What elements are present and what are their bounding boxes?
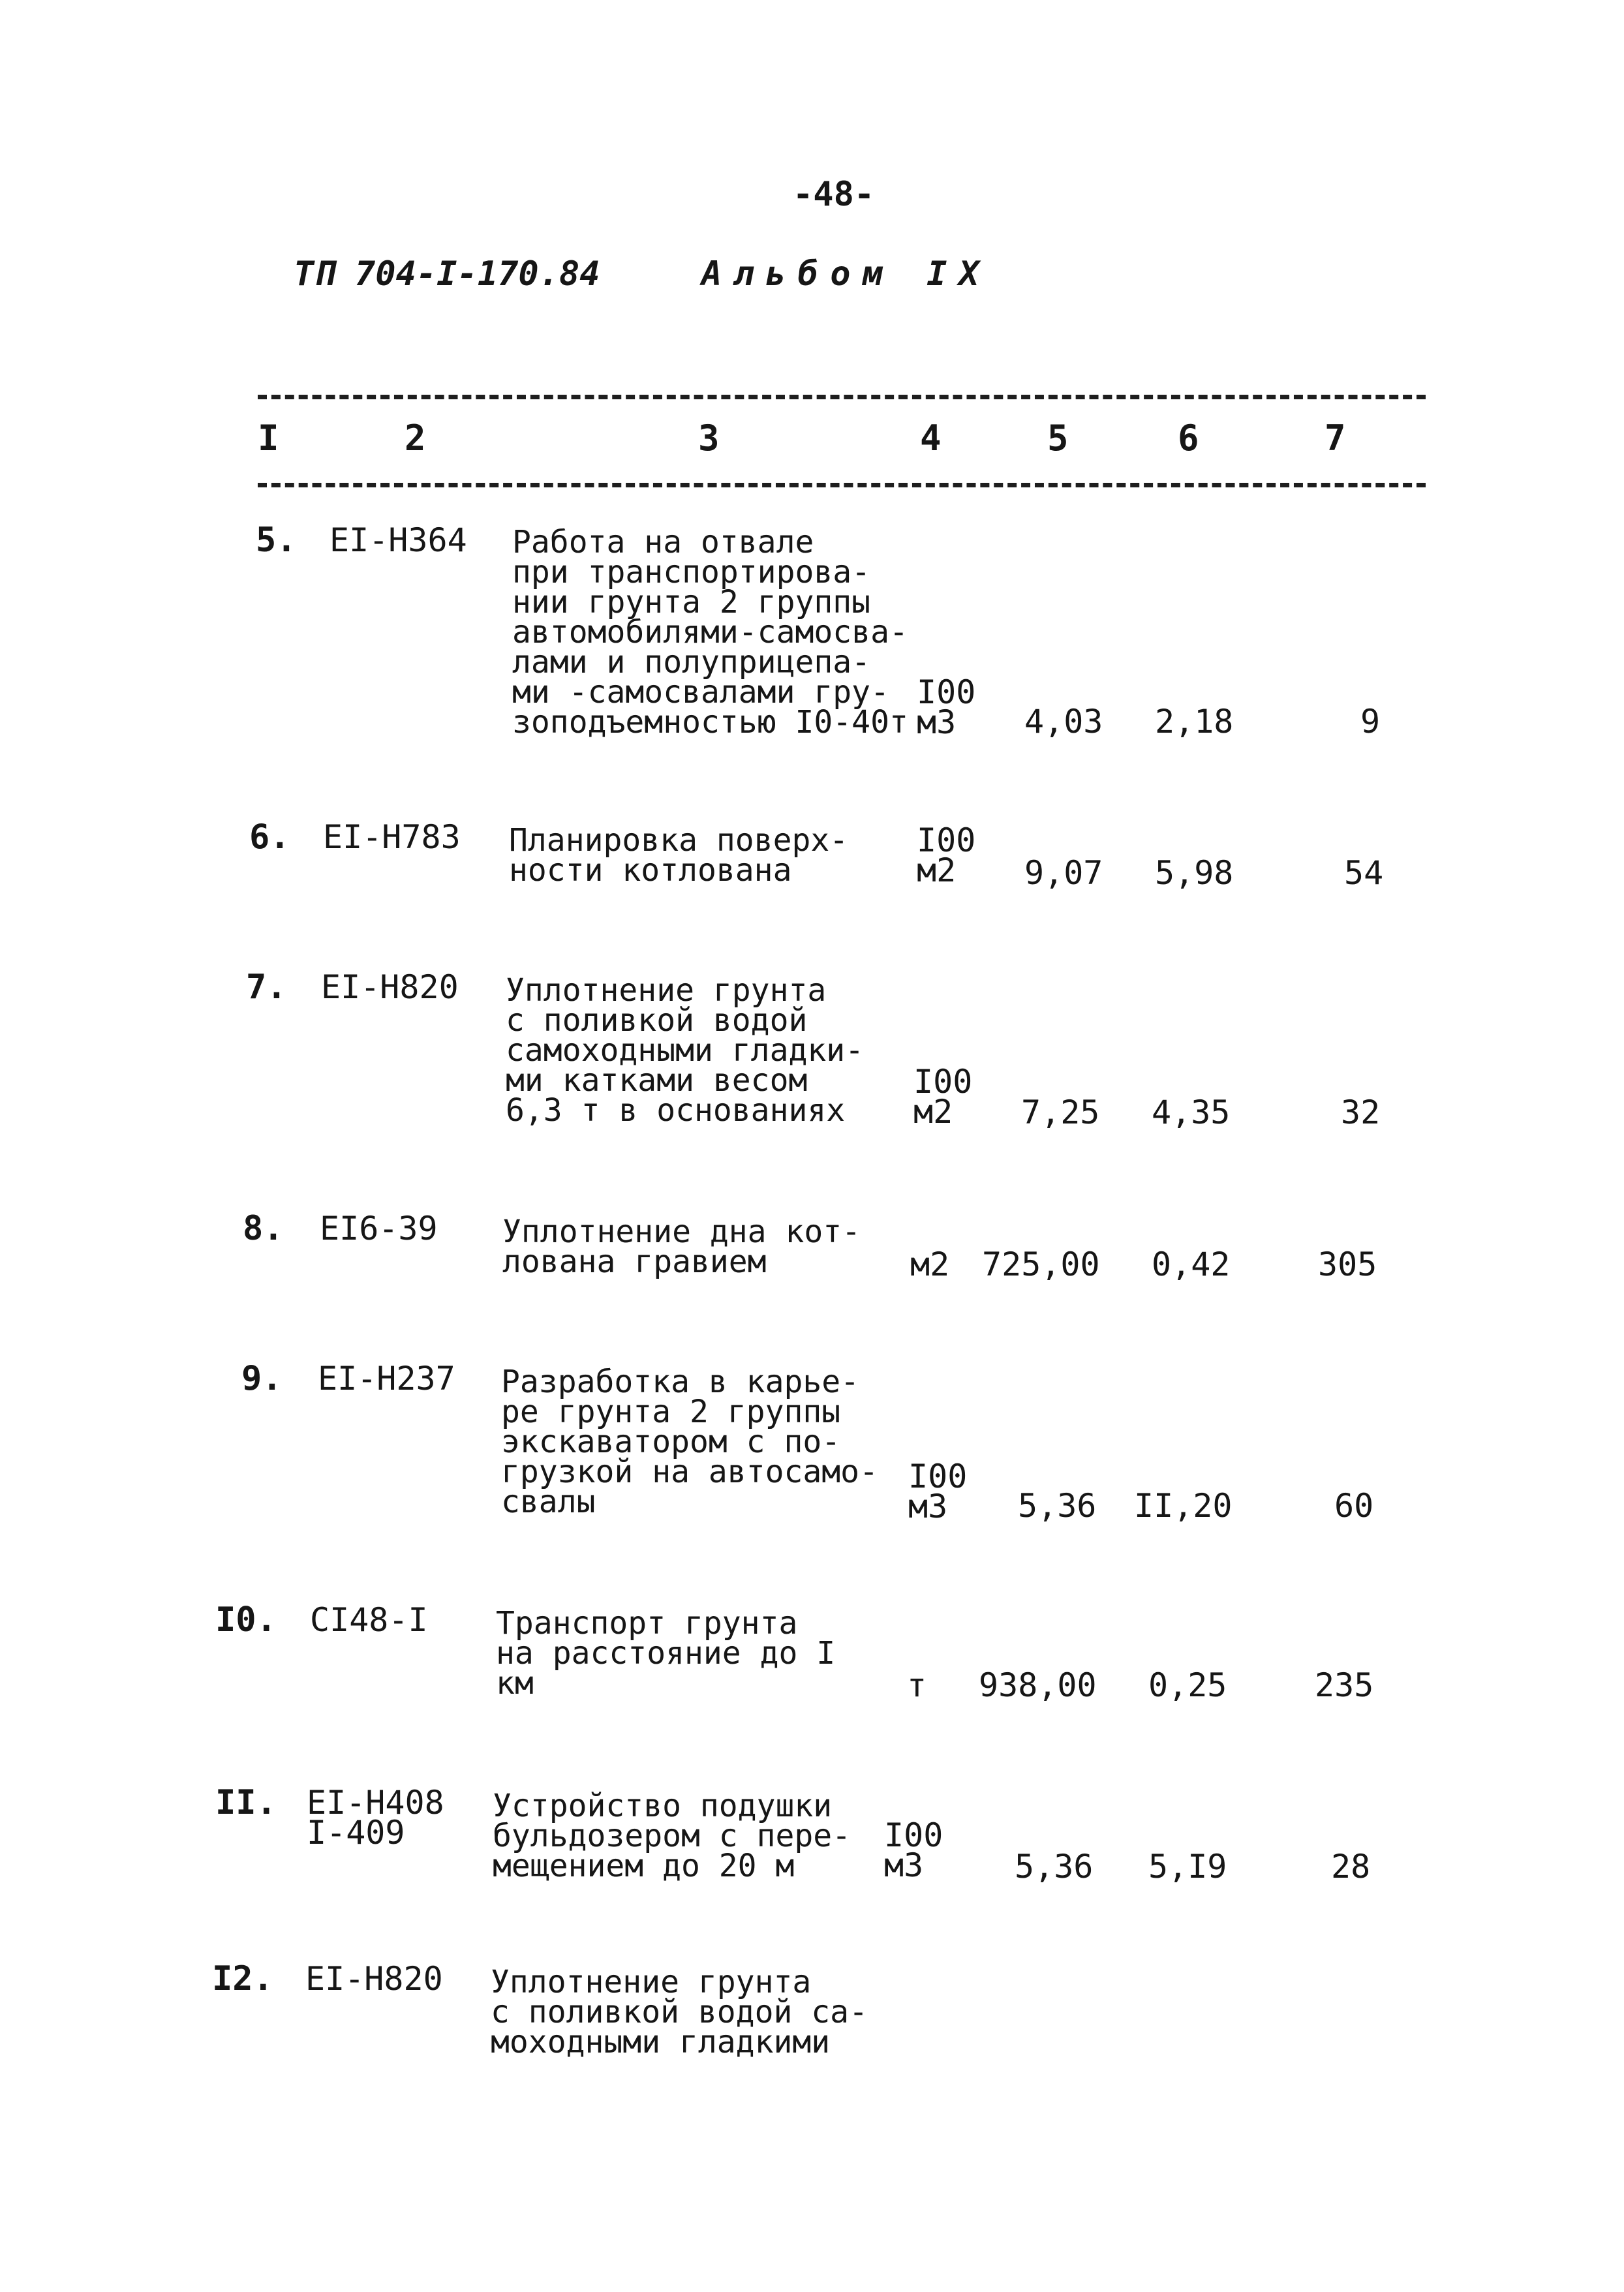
row-col5: 5,36: [1015, 1848, 1094, 1886]
row-col5: 5,36: [1018, 1487, 1097, 1525]
row-col6: II,20: [1134, 1487, 1233, 1525]
row-unit: I00 м3: [884, 1816, 943, 1884]
row-description: Транспорт грунта на расстояние до I км: [496, 1605, 836, 1702]
row-col6: 5,I9: [1148, 1848, 1227, 1886]
row-number: 7.: [246, 968, 287, 1007]
page-number: -48-: [793, 175, 875, 214]
row-col7: 54: [1344, 854, 1384, 892]
row-col5: 4,03: [1024, 703, 1103, 741]
row-code: EI-H364: [329, 521, 467, 559]
row-description: Разработка в карье- ре грунта 2 группы экскаватором с по- грузкой на автосамо- свалы: [501, 1364, 878, 1520]
row-description: Работа на отвале при транспортирова- нии грунта 2 группы автомобилями-самосва- лами и полуприцепа- ми -самосвалами гру- зоподъемностью I0-40т: [512, 524, 908, 741]
row-col7: 32: [1341, 1093, 1381, 1131]
row-code: EI-H820: [321, 968, 459, 1006]
column-header-6: 6: [1178, 418, 1199, 459]
row-col6: 2,18: [1155, 703, 1234, 741]
row-col7: 305: [1318, 1245, 1377, 1283]
row-col6: 5,98: [1155, 854, 1234, 892]
header-rule-bottom: [258, 483, 1426, 487]
row-number: 6.: [249, 817, 290, 857]
row-description: Уплотнение грунта с поливкой водой са- моходными гладкими: [491, 1964, 868, 2060]
column-header-2: 2: [405, 418, 426, 459]
row-number: 5.: [256, 521, 297, 560]
column-header-3: 3: [698, 418, 720, 459]
row-col5: 725,00: [982, 1245, 1100, 1283]
document-code: ТП 704-I-170.84: [294, 254, 600, 294]
row-number: I0.: [215, 1600, 277, 1640]
row-description: Планировка поверх- ности котлована: [509, 822, 849, 889]
row-code: EI-H783: [323, 818, 461, 856]
header-rule-top: [258, 395, 1426, 399]
row-unit: I00 м3: [908, 1458, 968, 1525]
row-number: I2.: [212, 1959, 273, 1998]
row-unit: I00 м3: [917, 673, 976, 741]
row-unit: т: [907, 1666, 927, 1704]
row-col7: 60: [1334, 1487, 1374, 1525]
row-code: CI48-I: [310, 1601, 428, 1639]
row-description: Уплотнение грунта с поливкой водой самоходными гладки- ми катками весом 6,3 т в основаниях: [506, 972, 865, 1129]
column-header-1: I: [258, 418, 279, 459]
column-header-7: 7: [1325, 418, 1346, 459]
row-code: EI6-39: [320, 1210, 438, 1247]
row-code: EI-H408 I-409: [307, 1784, 444, 1852]
row-code: EI-H820: [305, 1960, 443, 1998]
row-col7: 9: [1360, 703, 1381, 741]
row-col5: 938,00: [979, 1666, 1097, 1704]
row-col6: 0,25: [1148, 1666, 1227, 1704]
row-description: Устройство подушки бульдозером с пере- мещением до 20 м: [493, 1788, 851, 1884]
column-header-5: 5: [1047, 418, 1069, 459]
row-number: 9.: [241, 1359, 283, 1398]
row-unit: I00 м2: [917, 821, 976, 889]
row-col7: 28: [1331, 1848, 1371, 1886]
row-col6: 0,42: [1152, 1245, 1231, 1283]
row-col6: 4,35: [1152, 1093, 1231, 1131]
column-header-4: 4: [920, 418, 942, 459]
row-number: II.: [215, 1783, 277, 1822]
row-col5: 9,07: [1024, 854, 1103, 892]
row-number: 8.: [243, 1209, 284, 1248]
row-col5: 7,25: [1021, 1093, 1100, 1131]
album-label: Альбом IX: [701, 254, 991, 294]
row-col7: 235: [1315, 1666, 1374, 1704]
row-description: Уплотнение дна кот- лована гравием: [502, 1214, 861, 1280]
row-unit: м2: [910, 1245, 950, 1283]
row-unit: I00 м2: [913, 1063, 973, 1131]
row-code: EI-H237: [318, 1360, 455, 1398]
